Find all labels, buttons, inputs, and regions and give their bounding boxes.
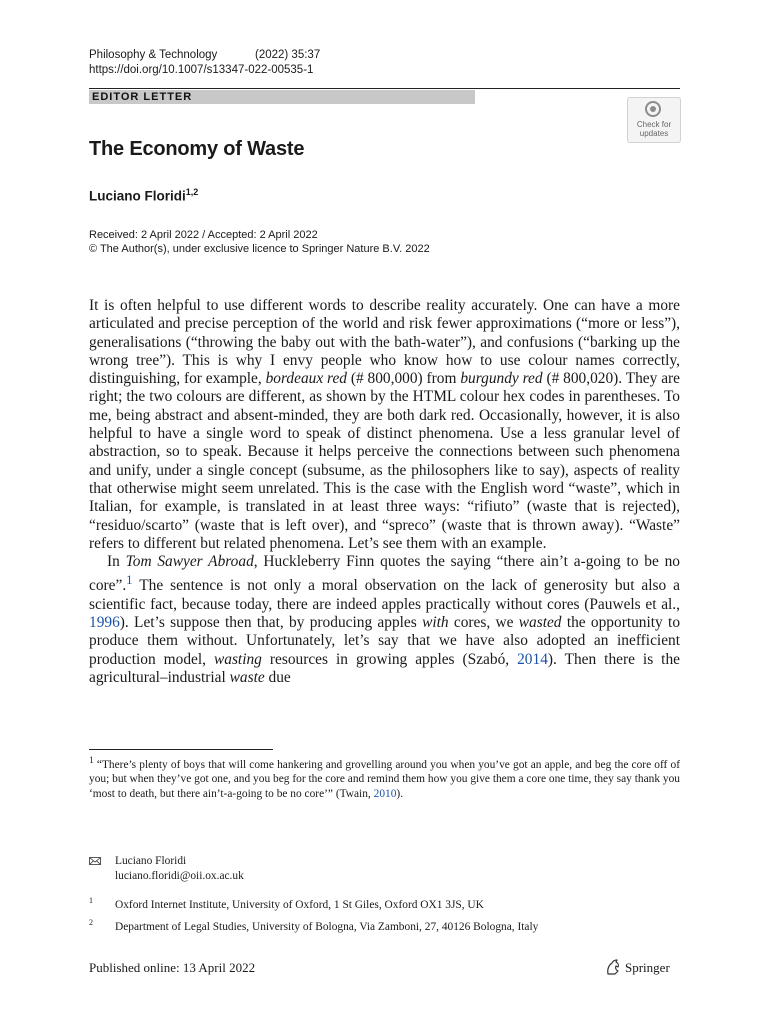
article-body xyxy=(89,297,680,687)
p1-em-bordeaux: bordeaux red xyxy=(265,370,347,388)
citation-link-szabo[interactable]: 2014 xyxy=(517,650,548,668)
citation: (2022) 35:37 xyxy=(255,49,321,61)
check-updates-line2: updates xyxy=(639,129,669,138)
footnote-text: “There’s plenty of boys that will come hankering and grovelling around you when you’ve got an apple, and beg the core off of you; but when they’ve got one, and you beg for the core and remind them how you give them a core one time, they say thank you ‘most to death, but there ain’t-a-going to be no core’” (Twain, xyxy=(89,758,680,800)
running-header xyxy=(89,48,320,78)
header-rule xyxy=(89,88,680,89)
contact-name: Luciano Floridi xyxy=(115,855,187,867)
author-affiliation-sup: 1,2 xyxy=(185,187,199,197)
contact-email[interactable]: luciano.floridi@oii.ox.ac.uk xyxy=(115,869,244,882)
p2-text-c: The sentence is not only a moral observation on the lack of generosity but also a scientific fact, because today, there are indeed apples practically without cores (Pauwels et al., xyxy=(89,577,680,613)
article-type-band: EDITOR LETTER xyxy=(89,90,475,104)
affiliation-text: Oxford Internet Institute, University of Oxford, 1 St Giles, Oxford OX1 3JS, UK xyxy=(115,899,484,911)
publisher-name: Springer xyxy=(625,960,670,975)
footnote-1 xyxy=(89,754,680,801)
p2-em-wasted: wasted xyxy=(518,614,562,632)
article-title: The Economy of Waste xyxy=(89,138,305,160)
citation-link-pauwels[interactable]: 1996 xyxy=(89,614,120,632)
p2-em-wasting: wasting xyxy=(213,650,262,668)
affiliation-text: Department of Legal Studies, University of Bologna, Via Zamboni, 27, 40126 Bologna, Italy xyxy=(115,921,539,933)
p2-text-a: In xyxy=(107,553,126,571)
received-accepted: Received: 2 April 2022 / Accepted: 2 April 2022 xyxy=(89,229,318,241)
paragraph-1 xyxy=(89,297,680,553)
footnote-text-end: ). xyxy=(396,787,404,800)
citation-link-twain[interactable]: 2010 xyxy=(373,787,397,800)
p2-text-b: , Huckleberry Finn quotes the saying “there ain’t a-going to be no core”. xyxy=(89,553,681,595)
paragraph-2 xyxy=(89,553,680,687)
author xyxy=(89,187,198,204)
published-online: Published online: 13 April 2022 xyxy=(89,960,256,975)
springer-horse-icon xyxy=(604,958,622,976)
article-dates xyxy=(89,228,430,256)
p1-text-c: (# 800,020). They are right; the two colours are different, as shown by the HTML colour hex codes in parentheses. To me, being abstract and absent-minded, they are both dark red. Occasionally, however, it is also helpful to have a single word to speak of distinct phenomena. Use a less granular level of abstraction, so to speak. Because it helps perceive the connections between such phenomena and unify, under a single concept (subsume, as the philosophers like to say), aspects of reality that otherwise might seem unrelated. This is the case with the English word “waste”, which in Italian, for example, is translated in at least three ways: “rifiuto” (waste that is rejected), “residuo/scarto” (waste that is left over), and “spreco” (waste that is thrown away). “Waste” refers to different but related phenomena. Let’s see them with an example. xyxy=(89,370,680,552)
footnote-number: 1 xyxy=(89,756,94,766)
check-updates-icon xyxy=(645,101,661,117)
doi-link[interactable]: https://doi.org/10.1007/s13347-022-00535-1 xyxy=(89,64,314,76)
p1-text-b: (# 800,000) from xyxy=(346,370,461,388)
p2-em-waste: waste xyxy=(229,669,265,687)
envelope-icon xyxy=(89,857,101,865)
author-name: Luciano Floridi xyxy=(89,188,186,204)
p2-em-book-title: Tom Sawyer Abroad xyxy=(125,553,254,571)
affiliation-number: 2 xyxy=(89,918,93,927)
affiliation-number: 1 xyxy=(89,896,93,905)
p2-text-g: resources in growing apples (Szabó, xyxy=(261,650,518,668)
footnote-rule xyxy=(89,749,273,750)
check-for-updates-badge[interactable] xyxy=(627,97,681,143)
copyright: © The Author(s), under exclusive licence to Springer Nature B.V. 2022 xyxy=(89,243,430,255)
check-updates-line1: Check for xyxy=(636,120,672,129)
p2-em-with: with xyxy=(422,614,449,632)
footnote-ref-1[interactable]: 1 xyxy=(126,573,133,588)
p1-em-burgundy: burgundy red xyxy=(460,370,543,388)
p2-text-e: cores, we xyxy=(448,614,519,632)
p2-text-i: due xyxy=(264,669,291,687)
journal-name: Philosophy & Technology xyxy=(89,49,218,61)
p1-text-a: It is often helpful to use different words to describe reality accurately. One can have a more articulated and precise perception of the world and risk fewer approximations (“more or less”), generalisations (“throwing the baby out with the bath-water”), and confusions (“barking up the wrong tree”). This is why I envy people who know how to use colour names correctly, distinguishing, for example, xyxy=(89,297,680,388)
p2-text-h: ). Then there is the agricultural–industrial xyxy=(89,650,680,687)
p2-text-d: ). Let’s suppose then that, by producing apples xyxy=(119,614,423,632)
p2-text-f: the opportunity to produce them without. Unfortunately, let’s say that we have also adopted an inefficient production model, xyxy=(89,614,681,668)
